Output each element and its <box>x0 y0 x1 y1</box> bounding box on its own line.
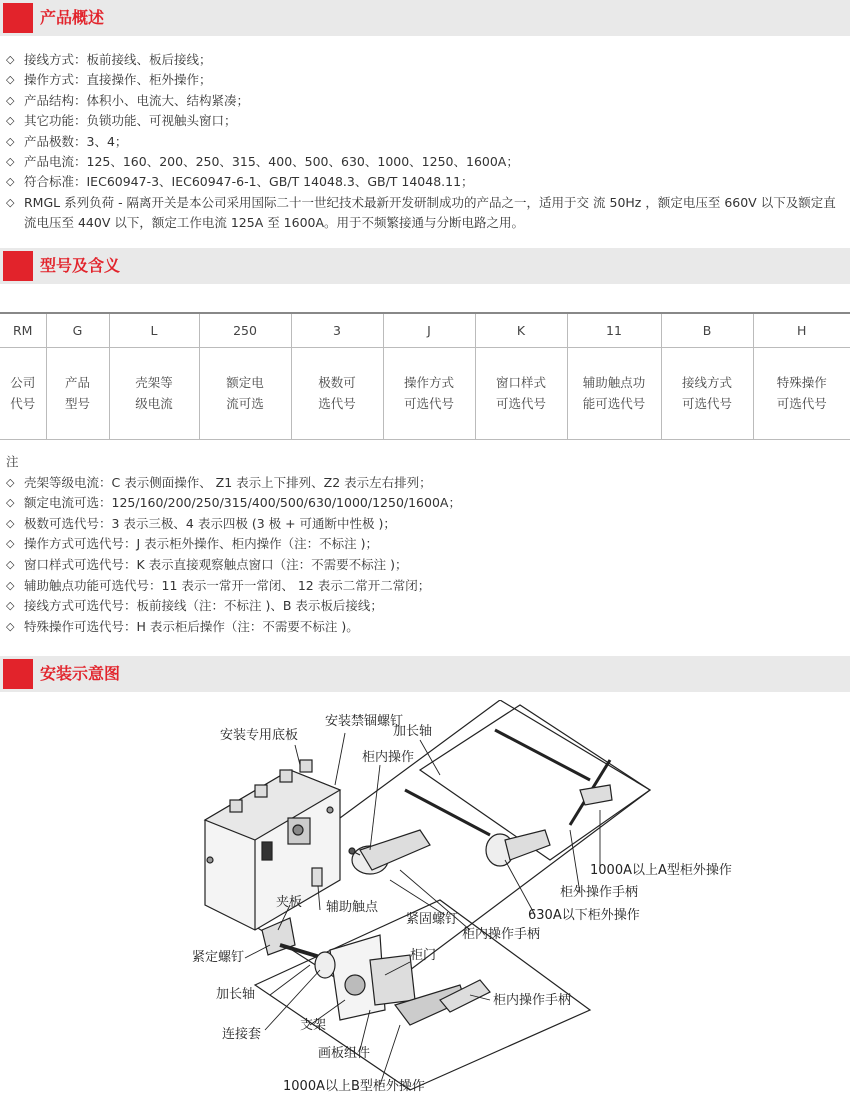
section-marker <box>3 251 33 281</box>
diamond-icon: ◇ <box>6 578 15 592</box>
list-item: ◇ 极数可选代号：3 表示三极、4 表示四极 (3 极 + 可通断中性极 )； <box>6 514 846 535</box>
diamond-icon: ◇ <box>6 134 15 148</box>
label-coupling: 连接套 <box>222 1027 262 1042</box>
desc-cell: 额定电 流可选 <box>199 347 291 439</box>
inner-operation-mechanism <box>349 830 430 874</box>
diamond-icon: ◇ <box>6 496 15 510</box>
desc-cell: 窗口样式 可选代号 <box>475 347 567 439</box>
installation-diagram <box>0 700 850 1105</box>
label-lock-screw: 安装禁锢螺钉 <box>325 714 404 729</box>
label-inner-operation: 柜内操作 <box>362 750 415 765</box>
code-cell: B <box>661 313 753 347</box>
list-item: ◇ 接线方式可选代号：板前接线（注：不标注 )、B 表示板后接线； <box>6 596 846 617</box>
label-type-a-outer: 1000A以上A型柜外操作 <box>590 863 732 878</box>
desc-cell: 辅助触点功 能可选代号 <box>567 347 661 439</box>
diamond-icon: ◇ <box>6 93 15 107</box>
desc-cell: 极数可 选代号 <box>291 347 383 439</box>
label-panel-assembly: 画板组件 <box>318 1046 371 1061</box>
notes-list <box>6 452 846 637</box>
label-outer-630: 630A以下柜外操作 <box>528 908 640 923</box>
list-item: ◇ 操作方式：直接操作、柜外操作； <box>6 70 846 90</box>
label-extension-shaft-bottom: 加长轴 <box>216 987 256 1002</box>
desc-cell: 特殊操作 可选代号 <box>753 347 850 439</box>
diamond-icon: ◇ <box>6 619 15 633</box>
code-cell: H <box>753 313 850 347</box>
label-set-screw: 紧定螺钉 <box>192 950 245 965</box>
diamond-icon: ◇ <box>6 155 15 169</box>
section-title: 产品概述 <box>40 8 105 27</box>
desc-cell: 公司 代号 <box>0 347 46 439</box>
diamond-icon: ◇ <box>6 557 15 571</box>
list-item: ◇ 产品电流：125、160、200、250、315、400、500、630、1000、1250、1600A； <box>6 152 846 172</box>
code-cell: L <box>109 313 199 347</box>
label-fasten-screw: 紧固螺钉 <box>406 912 459 927</box>
code-cell: 250 <box>199 313 291 347</box>
code-cell: 11 <box>567 313 661 347</box>
desc-cell: 接线方式 可选代号 <box>661 347 753 439</box>
desc-cell: 产品 型号 <box>46 347 109 439</box>
diamond-icon: ◇ <box>6 195 15 209</box>
model-table <box>0 312 850 440</box>
diamond-icon: ◇ <box>6 114 15 128</box>
overview-list <box>6 50 846 234</box>
list-item: ◇ 额定电流可选：125/160/200/250/315/400/500/630/1000/1250/1600A； <box>6 493 846 514</box>
label-type-b-outer: 1000A以上B型柜外操作 <box>283 1079 425 1094</box>
code-cell: J <box>383 313 475 347</box>
list-item: ◇ 其它功能：负锁功能、可视触头窗口； <box>6 111 846 131</box>
list-item: ◇ 产品结构：体积小、电流大、结构紧凑； <box>6 91 846 111</box>
label-clamp: 夹板 <box>276 895 303 910</box>
aux-contact <box>312 868 322 886</box>
diamond-icon: ◇ <box>6 599 15 613</box>
list-item: ◇ 接线方式：板前接线、板后接线； <box>6 50 846 70</box>
list-item: ◇ 符合标准：IEC60947-3、IEC60947-6-1、GB/T 14048.3、GB/T 14048.11； <box>6 172 846 192</box>
section-marker <box>3 3 33 33</box>
list-item: ◇ RMGL 系列负荷 - 隔离开关是本公司采用国际二十一世纪技术最新开发研制成功的产品之一，适用于交 流 50Hz ，额定电压至 660V 以下及额定直流电压至 440V 以下，额定工作电流 125A 至 1600A。用于不频繁接通与分断电路之用。 <box>6 193 846 234</box>
list-item: ◇ 产品极数：3、4； <box>6 132 846 152</box>
code-cell: G <box>46 313 109 347</box>
code-cell: RM <box>0 313 46 347</box>
outer-handle-type-a <box>570 760 612 825</box>
table-row <box>0 347 850 439</box>
code-cell: 3 <box>291 313 383 347</box>
label-cabinet-door: 柜门 <box>410 948 437 963</box>
section-header-model <box>0 248 850 284</box>
list-item: ◇ 窗口样式可选代号：K 表示直接观察触点窗口（注：不需要不标注 )； <box>6 555 846 576</box>
list-item: ◇ 操作方式可选代号：J 表示柜外操作、柜内操作（注：不标注 )； <box>6 534 846 555</box>
diamond-icon: ◇ <box>6 175 15 189</box>
lower-assembly <box>262 918 490 1025</box>
section-title: 型号及含义 <box>40 256 121 275</box>
diamond-icon: ◇ <box>6 537 15 551</box>
diamond-icon: ◇ <box>6 516 15 530</box>
list-item: ◇ 特殊操作可选代号：H 表示柜后操作（注：不需要不标注 )。 <box>6 617 846 638</box>
notes-heading: 注 <box>6 454 19 469</box>
extension-shaft <box>405 790 490 835</box>
code-cell: K <box>475 313 567 347</box>
section-header-overview <box>0 0 850 36</box>
list-item: ◇ 壳架等级电流：C 表示侧面操作、 Z1 表示上下排列、Z2 表示左右排列； <box>6 473 846 494</box>
label-extension-shaft-top: 加长轴 <box>393 724 433 739</box>
desc-cell: 壳架等 级电流 <box>109 347 199 439</box>
label-outer-handle: 柜外操作手柄 <box>560 885 639 900</box>
section-title: 安装示意图 <box>40 664 121 683</box>
table-row <box>0 313 850 347</box>
label-base-plate: 安装专用底板 <box>220 728 299 743</box>
diamond-icon: ◇ <box>6 73 15 87</box>
desc-cell: 操作方式 可选代号 <box>383 347 475 439</box>
label-inner-handle-1: 柜内操作手柄 <box>462 927 541 942</box>
diamond-icon: ◇ <box>6 53 15 66</box>
label-bracket: 支架 <box>300 1018 327 1033</box>
label-aux-contact: 辅助触点 <box>326 900 379 915</box>
section-header-install <box>0 656 850 692</box>
diamond-icon: ◇ <box>6 475 15 489</box>
outer-handle-630 <box>486 830 550 866</box>
label-inner-handle-2: 柜内操作手柄 <box>493 993 572 1008</box>
section-marker <box>3 659 33 689</box>
list-item: ◇ 辅助触点功能可选代号：11 表示一常开一常闭、 12 表示二常开二常闭； <box>6 576 846 597</box>
